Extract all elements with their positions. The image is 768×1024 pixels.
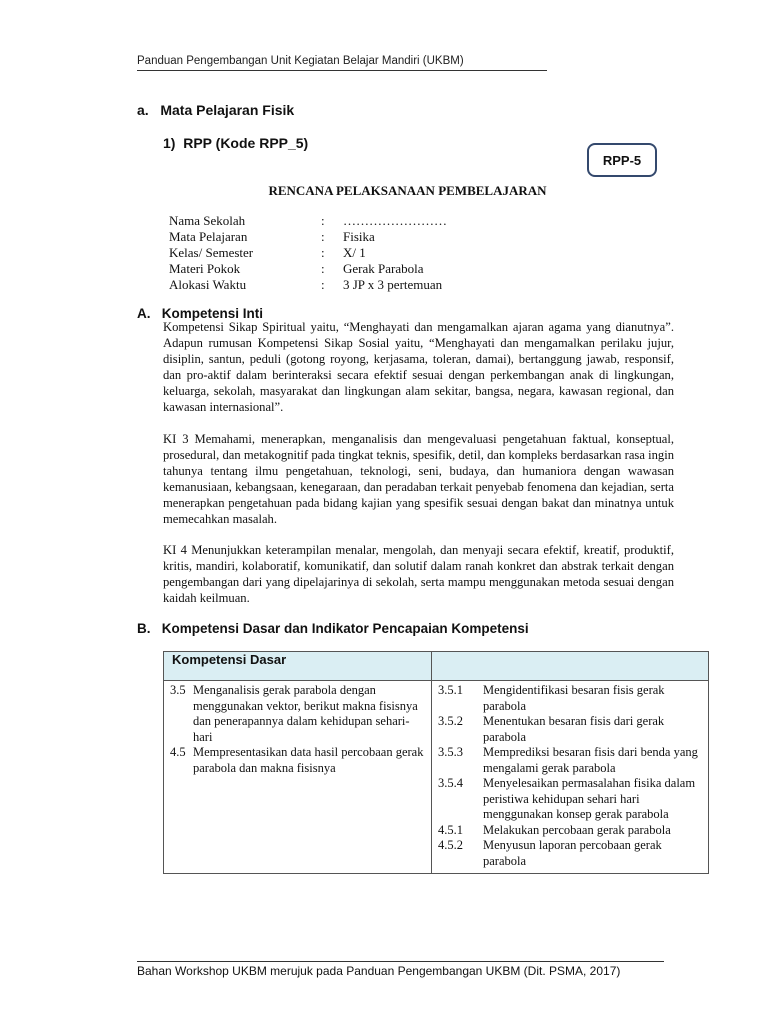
table-row — [164, 681, 709, 874]
kd-text: Mempresentasikan data hasil percobaan gerak parabola dan makna fisisnya — [193, 745, 424, 775]
basic-competence-heading: B. Kompetensi Dasar dan Indikator Pencapaian Kompetensi — [137, 621, 529, 636]
rpp-badge: RPP-5 — [587, 143, 657, 177]
ki4-paragraph: KI 4 Menunjukkan keterampilan menalar, mengolah, dan menyaji secara efektif, kreatif, produktif, kritis, mandiri, kolaboratif, komunikatif, dan solutif dalam ranah konkret dan abstrak terkait dengan pengembangan dari yang dipelajarinya di sekolah, serta mampu menggunakan metoda sesuai dengan kaidah keilmuan. — [163, 543, 674, 605]
info-colon: : — [321, 261, 325, 276]
subject-heading: a. Mata Pelajaran Fisik — [137, 102, 295, 118]
indicator-text: Memprediksi besaran fisis dari benda yang mengalami gerak parabola — [483, 745, 698, 775]
indicator-column-header — [432, 652, 709, 681]
table-header-row — [164, 652, 709, 681]
kd-number: 3.5 — [170, 683, 186, 697]
indicator-item — [438, 776, 704, 823]
info-label: Kelas/ Semester — [169, 245, 254, 260]
ki-spiritual-social-paragraph: Kompetensi Sikap Spiritual yaitu, “Menghayati dan mengamalkan ajaran agama yang dianutnya”. Adapun rumusan Kompetensi Sikap Sosial yaitu, “Menghayati dan mengamalkan perilaku jujur, disiplin, santun, peduli (gotong royong, kerjasama, toleran, damai), bertanggung jawab, responsif, dan pro-aktif dalam berinteraksi secara efektif sesuai dengan perkembangan anak di lingkungan, keluarga, sekolah, masyarakat dan lingkungan alam sekitar, bangsa, negara, kawasan regional, dan kawasan internasional”. — [163, 320, 674, 414]
info-row — [169, 213, 447, 229]
document-title: RENCANA PELAKSANAAN PEMBELAJARAN — [268, 183, 547, 198]
indicator-number: 4.5.1 — [438, 822, 463, 837]
competence-table — [163, 651, 709, 874]
kd-cell — [164, 681, 432, 874]
info-value: …………………… — [343, 213, 447, 228]
identity-block — [169, 213, 447, 293]
kd-text: Menganalisis gerak parabola dengan menggunakan vektor, berikut makna fisisnya dan penerapannya dalam kehidupan sehari-hari — [193, 683, 418, 744]
indicator-number: 3.5.2 — [438, 714, 463, 728]
indicator-item — [438, 745, 704, 776]
indicator-item — [438, 683, 704, 714]
info-colon: : — [321, 213, 325, 228]
info-row — [169, 277, 447, 293]
indicator-text: Menentukan besaran fisis dari gerak parabola — [483, 714, 665, 744]
kd-column-header: Kompetensi Dasar — [164, 652, 432, 681]
footer-rule — [137, 961, 664, 962]
info-label: Mata Pelajaran — [169, 229, 248, 244]
rpp-code-heading: 1) RPP (Kode RPP_5) — [163, 135, 309, 151]
indicator-number: 4.5.2 — [438, 838, 463, 852]
info-label: Materi Pokok — [169, 261, 241, 276]
info-label: Alokasi Waktu — [169, 277, 247, 292]
indicator-item — [438, 838, 704, 869]
indicator-number: 3.5.1 — [438, 683, 463, 697]
indicator-number: 3.5.4 — [438, 776, 463, 790]
kd-item — [170, 683, 427, 745]
info-colon: : — [321, 277, 325, 292]
info-row — [169, 245, 447, 261]
indicator-text: Melakukan percobaan gerak parabola — [483, 822, 671, 837]
info-value: X/ 1 — [343, 245, 366, 260]
header-rule — [137, 70, 547, 71]
info-row — [169, 261, 447, 277]
kd-item — [170, 745, 427, 776]
info-colon: : — [321, 229, 325, 244]
indicator-number: 3.5.3 — [438, 745, 463, 759]
running-footer: Bahan Workshop UKBM merujuk pada Panduan Pengembangan UKBM (Dit. PSMA, 2017) — [137, 964, 621, 978]
indicator-item — [438, 823, 704, 839]
info-value: Fisika — [343, 229, 375, 244]
kd-number: 4.5 — [170, 745, 186, 759]
info-value: Gerak Parabola — [343, 261, 424, 276]
indicator-text: Mengidentifikasi besaran fisis gerak parabola — [483, 683, 665, 713]
running-header: Panduan Pengembangan Unit Kegiatan Belajar Mandiri (UKBM) — [137, 55, 464, 67]
core-competence-heading: A. Kompetensi Inti — [137, 306, 264, 321]
indicator-text: Menyusun laporan percobaan gerak parabola — [483, 838, 662, 868]
indicator-item — [438, 714, 704, 745]
info-row — [169, 229, 447, 245]
info-colon: : — [321, 245, 325, 260]
indicator-cell — [432, 681, 709, 874]
info-label: Nama Sekolah — [169, 213, 246, 228]
ki3-paragraph: KI 3 Memahami, menerapkan, menganalisis dan mengevaluasi pengetahuan faktual, konseptual, prosedural, dan metakognitif pada tingkat teknis, spesifik, detil, dan kompleks berdasarkan rasa ingin tahunya tentang ilmu pengetahuan, teknologi, seni, budaya, dan humaniora dengan wawasan kemanusiaan, kebangsaan, kenegaraan, dan peradaban terkait penyebab fenomena dan kejadian, serta menerapkan pengetahuan pada bidang kajian yang spesifik sesuai dengan bakat dan minatnya untuk memecahkan masalah. — [163, 432, 674, 526]
indicator-text: Menyelesaikan permasalahan fisika dalam peristiwa kehidupan sehari hari menggunakan konsep gerak parabola — [483, 776, 696, 821]
info-value: 3 JP x 3 pertemuan — [343, 277, 443, 292]
